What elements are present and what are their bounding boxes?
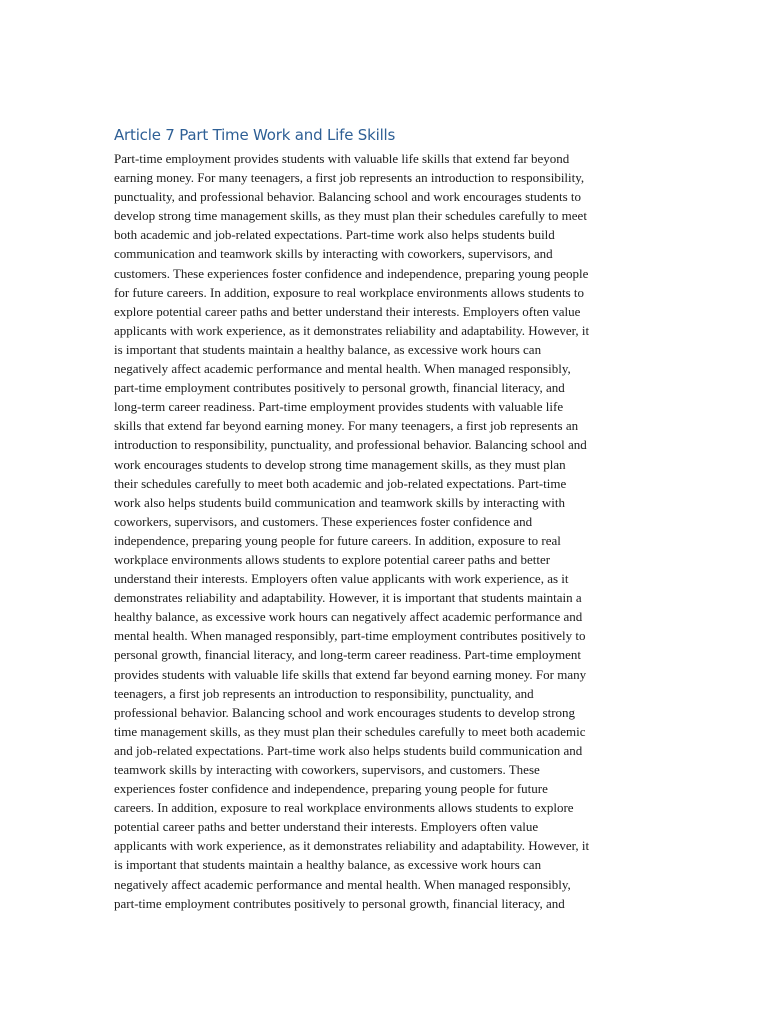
body-text-line: teamwork skills by interacting with coworkers, supervisors, and customers. These: [114, 762, 540, 777]
body-text-line: part-time employment contributes positively to personal growth, financial literacy, and: [114, 895, 565, 911]
body-text-line: applicants with work experience, as it demonstrates reliability and adaptability. However, it: [114, 838, 590, 854]
body-text-line: teenagers, a first job represents an introduction to responsibility, punctuality, and: [114, 685, 534, 701]
body-text-line: experiences foster confidence and independence, preparing young people for future: [114, 781, 548, 797]
body-text-line: work also helps students build communication and teamwork skills by interacting with: [114, 494, 565, 510]
body-text-line: negatively affect academic performance and mental health. When managed responsibly,: [114, 361, 571, 377]
body-text-line: independence, preparing young people for future careers. In addition, exposure to real: [114, 532, 561, 548]
body-text-line: time management skills, as they must plan their schedules carefully to meet both academic: [114, 723, 586, 739]
body-text-line: careers. In addition, exposure to real workplace environments allows students to explore: [114, 800, 574, 816]
body-text-line: customers. These experiences foster confidence and independence, preparing young people: [114, 265, 589, 281]
body-text-line: introduction to responsibility, punctuality, and professional behavior. Balancing school and: [114, 437, 587, 453]
body-text-line: is important that students maintain a healthy balance, as excessive work hours can: [114, 857, 542, 873]
body-text-line: professional behavior. Balancing school and work encourages students to develop strong: [114, 704, 576, 720]
body-text-line: is important that students maintain a healthy balance, as excessive work hours can: [114, 341, 542, 357]
body-text-line: potential career paths and better understand their interests. Employers often value: [114, 819, 539, 835]
body-text-line: long-term career readiness. Part-time employment provides students with valuable life: [114, 399, 564, 415]
body-text-line: skills that extend far beyond earning money. For many teenagers, a first job represents an: [114, 418, 579, 434]
body-text-line: healthy balance, as excessive work hours can negatively affect academic performance and: [114, 609, 583, 625]
body-text-line: both academic and job-related expectations. Part-time work also helps students build: [114, 227, 555, 243]
body-text-line: applicants with work experience, as it demonstrates reliability and adaptability. However, it: [114, 322, 590, 338]
body-text-line: explore potential career paths and better understand their interests. Employers often value: [114, 303, 581, 319]
body-text-line: personal growth, financial literacy, and long-term career readiness. Part-time employment: [114, 647, 581, 663]
body-text-line: earning money. For many teenagers, a first job represents an introduction to responsibility,: [114, 170, 585, 186]
body-text-line: punctuality, and professional behavior. Balancing school and work encourages students to: [114, 189, 582, 205]
body-text-line: coworkers, supervisors, and customers. These experiences foster confidence and: [114, 513, 533, 529]
body-text-line: work encourages students to develop strong time management skills, as they must plan: [114, 456, 566, 472]
body-text-line: communication and teamwork skills by interacting with coworkers, supervisors, and: [114, 246, 553, 262]
body-text-line: provides students with valuable life skills that extend far beyond earning money. For many: [114, 666, 587, 682]
body-text-line: understand their interests. Employers often value applicants with work experience, as it: [114, 571, 569, 587]
article-body: [114, 149, 666, 913]
body-text-line: negatively affect academic performance and mental health. When managed responsibly,: [114, 876, 571, 892]
body-text-line: demonstrates reliability and adaptability. However, it is important that students maintain a: [114, 590, 582, 606]
body-text-line: for future careers. In addition, exposure to real workplace environments allows students to: [114, 284, 585, 300]
body-text-line: their schedules carefully to meet both academic and job-related expectations. Part-time: [114, 475, 567, 491]
body-text-line: Part-time employment provides students with valuable life skills that extend far beyond: [114, 151, 570, 166]
body-text-line: mental health. When managed responsibly, part-time employment contributes positively to: [114, 628, 586, 644]
body-text-line: develop strong time management skills, as they must plan their schedules carefully to meet: [114, 208, 587, 224]
body-text-line: and job-related expectations. Part-time work also helps students build communication and: [114, 742, 583, 758]
body-text-line: workplace environments allows students to explore potential career paths and better: [114, 551, 551, 567]
body-text-line: part-time employment contributes positively to personal growth, financial literacy, and: [114, 380, 565, 396]
article-title: Article 7 Part Time Work and Life Skills: [114, 126, 396, 144]
